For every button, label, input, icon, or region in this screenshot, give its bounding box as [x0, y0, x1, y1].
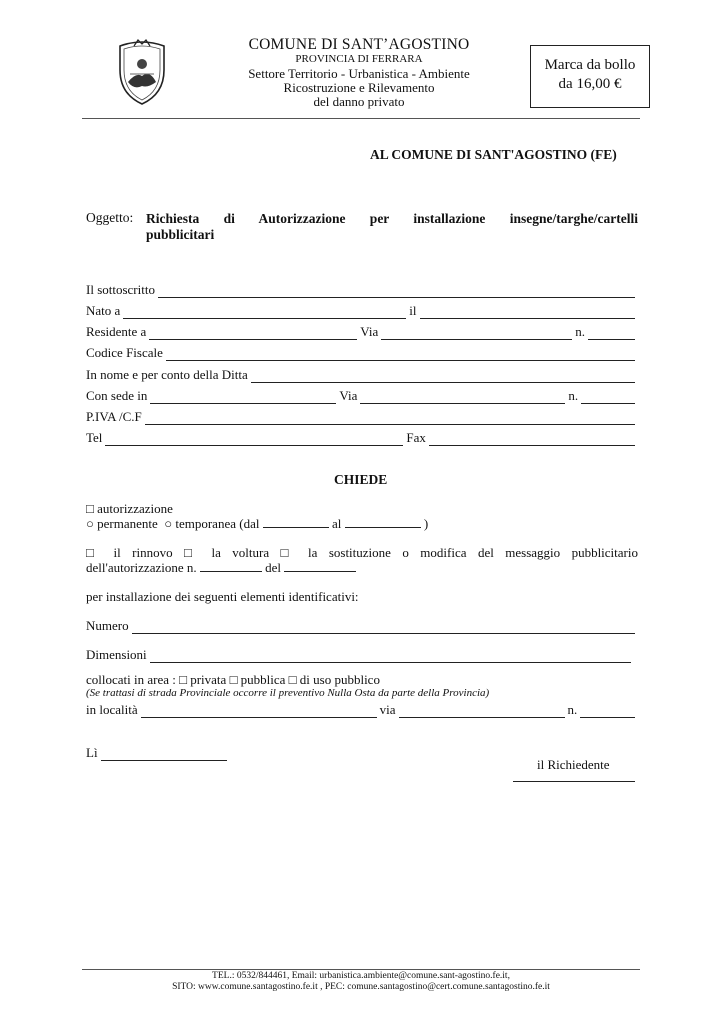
subject-text-2: pubblicitari	[146, 227, 215, 242]
field-label: al	[331, 516, 342, 531]
header-divider	[82, 118, 640, 119]
field-residente[interactable]	[86, 322, 638, 340]
field-label: P.IVA /C.F	[86, 409, 142, 424]
blank-line[interactable]	[251, 370, 635, 383]
footer-divider	[82, 969, 640, 970]
field-dimensioni[interactable]	[86, 645, 634, 663]
footer-contacts: TEL.: 0532/844461, Email: urbanistica.ambiente@comune.sant-agostino.fe.it,	[212, 971, 510, 981]
field-label: )	[423, 516, 429, 531]
date-to-blank[interactable]	[345, 517, 421, 528]
field-label: del	[265, 560, 282, 575]
addressee: AL COMUNE DI SANT'AGOSTINO (FE)	[370, 147, 617, 162]
field-label: Residente a	[86, 324, 147, 339]
blank-line[interactable]	[101, 748, 227, 761]
field-ditta[interactable]	[86, 365, 638, 383]
installation-intro: per installazione dei seguenti elementi identificativi:	[86, 589, 359, 604]
field-sottoscritto[interactable]	[86, 280, 638, 298]
blank-line[interactable]	[150, 391, 336, 404]
blank-line[interactable]	[588, 327, 635, 340]
signature-line[interactable]	[513, 781, 635, 782]
checkbox-autorizzazione[interactable]: □ autorizzazione	[86, 501, 173, 516]
province-note: (Se trattasi di strada Provinciale occorre il preventivo Nulla Osta da parte della Provincia)	[86, 687, 490, 699]
field-label: Nato a	[86, 303, 121, 318]
blank-line[interactable]	[123, 306, 406, 319]
request-heading: CHIEDE	[334, 472, 388, 487]
stamp-label-1: Marca da bollo	[544, 57, 636, 73]
blank-line[interactable]	[158, 285, 635, 298]
date-from-blank[interactable]	[263, 517, 329, 528]
blank-line[interactable]	[150, 650, 631, 663]
department-line-3: del danno privato	[313, 94, 405, 109]
blank-line[interactable]	[580, 705, 635, 718]
blank-line[interactable]	[166, 348, 635, 361]
blank-line[interactable]	[149, 327, 357, 340]
field-sede[interactable]	[86, 386, 638, 404]
blank-line[interactable]	[145, 412, 635, 425]
blank-line[interactable]	[429, 433, 635, 446]
municipality-title: COMUNE DI SANT’AGOSTINO	[248, 36, 470, 53]
blank-line[interactable]	[381, 327, 572, 340]
field-label: Dimensioni	[86, 647, 147, 662]
field-numero[interactable]	[86, 616, 638, 634]
field-label: via	[379, 702, 396, 717]
blank-line[interactable]	[360, 391, 565, 404]
field-label: Via	[339, 388, 358, 403]
field-piva[interactable]	[86, 407, 638, 425]
blank-line[interactable]	[132, 621, 635, 634]
revenue-stamp-box	[530, 45, 650, 108]
field-label: Il sottoscritto	[86, 282, 155, 297]
field-nato[interactable]	[86, 301, 638, 319]
footer-website: SITO: www.comune.santagostino.fe.it , PEC: comune.santagostino@cert.comune.santagostino.fe.it	[172, 982, 550, 992]
field-label: Codice Fiscale	[86, 345, 163, 360]
blank-line[interactable]	[284, 561, 356, 572]
renewal-options[interactable]: □ il rinnovo □ la voltura □ la sostituzione o modifica del messaggio pubblicitario	[86, 545, 638, 560]
field-label: dell'autorizzazione n.	[86, 560, 197, 575]
field-label: Lì	[86, 745, 98, 760]
province-name: PROVINCIA DI FERRARA	[295, 53, 423, 65]
duration-options	[86, 516, 428, 532]
radio-permanente[interactable]: ○ permanente	[86, 516, 158, 531]
blank-line[interactable]	[141, 705, 377, 718]
stamp-label-2: da 16,00 €	[558, 76, 622, 92]
field-label: in località	[86, 702, 138, 717]
blank-line[interactable]	[581, 391, 635, 404]
field-label: n.	[575, 324, 586, 339]
coat-of-arms-icon	[112, 36, 172, 108]
field-localita[interactable]	[86, 700, 638, 718]
subject-label: Oggetto:	[86, 210, 134, 225]
field-label: n.	[567, 702, 578, 717]
blank-line[interactable]	[200, 561, 262, 572]
field-label: Via	[360, 324, 379, 339]
radio-temporanea[interactable]: ○ temporanea (dal	[164, 516, 260, 531]
blank-line[interactable]	[420, 306, 635, 319]
subject-text: Richiesta di Autorizzazione per installazione insegne/targhe/cartelli	[146, 211, 638, 226]
department-line: Settore Territorio - Urbanistica - Ambiente	[248, 66, 470, 81]
field-label: Con sede in	[86, 388, 148, 403]
field-label: Tel	[86, 430, 103, 445]
field-codice-fiscale[interactable]	[86, 343, 638, 361]
field-label: n.	[568, 388, 579, 403]
field-label: Numero	[86, 618, 129, 633]
field-label: il	[409, 303, 417, 318]
signer-label: il Richiedente	[537, 757, 610, 772]
field-label: Fax	[406, 430, 426, 445]
blank-line[interactable]	[399, 705, 565, 718]
blank-line[interactable]	[105, 433, 403, 446]
field-label: In nome e per conto della Ditta	[86, 367, 248, 382]
renewal-authorization	[86, 560, 356, 576]
field-place-date[interactable]	[86, 743, 230, 761]
department-line-2: Ricostruzione e Rilevamento	[283, 80, 435, 95]
area-options[interactable]: collocati in area : □ privata □ pubblica □ di uso pubblico	[86, 672, 380, 687]
field-tel-fax[interactable]	[86, 428, 638, 446]
